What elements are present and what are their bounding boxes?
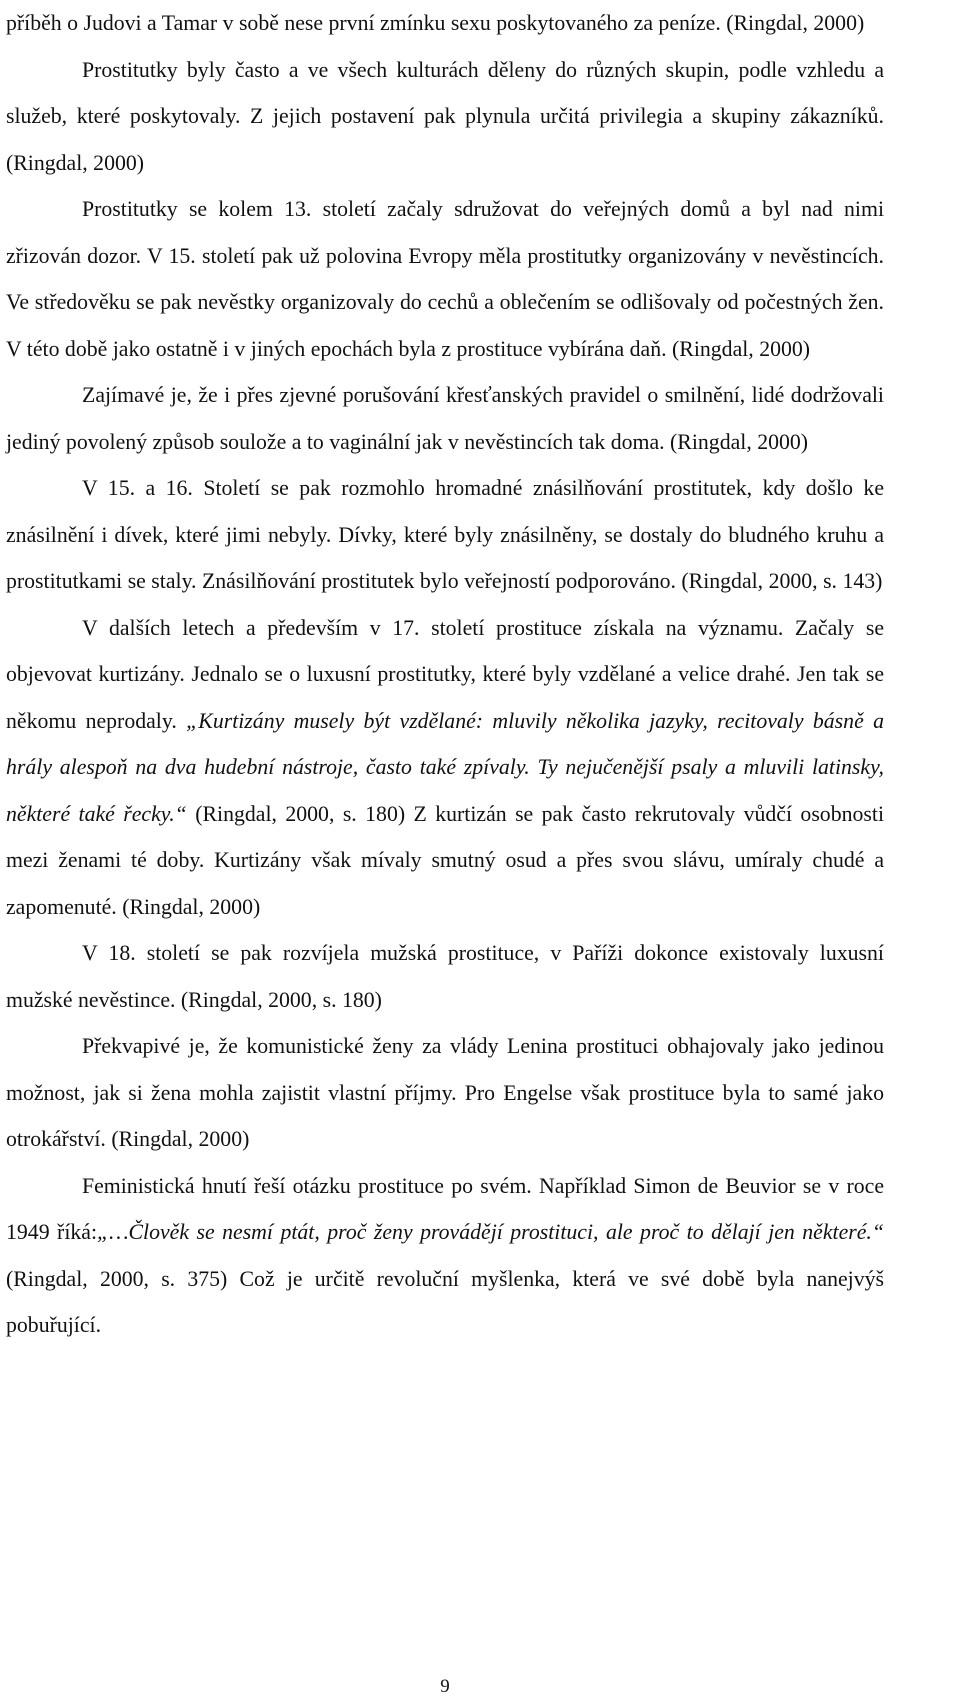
text-segment: V dalších letech a především v 17. století prostituce získala na významu. Začaly se objevovat kurtizány. Jednalo se o luxusní prostitutky, které byly vzdělané a velice drahé. Jen tak se někomu neprodaly. bbox=[6, 615, 884, 733]
text-segment: Feministická hnutí řeší otázku prostituce po svém. Například Simon de Beuvior se v roce 1949 říká: bbox=[6, 1173, 884, 1244]
text-segment: Prostitutky se kolem 13. století začaly sdružovat do veřejných domů a byl nad nimi zřizován dozor. V 15. století pak už polovina Evropy měla prostitutky organizovány v nevěstincích. Ve středověku se pak nevěstky organizovaly do cechů a oblečením se odlišovaly od počestných žen. V této době jako ostatně i v jiných epochách byla z prostituce vybírána daň. (Ringdal, 2000) bbox=[6, 197, 884, 361]
text-segment: Zajímavé je, že i přes zjevné porušování křesťanských pravidel o smilnění, lidé dodržovali jediný povolený způsob soulože a to vaginální jak v nevěstincích tak doma. (Ringdal, 2000) bbox=[6, 383, 884, 454]
paragraph bbox=[6, 186, 884, 372]
text-segment: Překvapivé je, že komunistické ženy za vlády Lenina prostituci obhajovaly jako jedinou možnost, jak si žena mohla zajistit vlastní příjmy. Pro Engelse však prostituce byla to samé jako otrokářství. (Ringdal, 2000) bbox=[6, 1034, 884, 1151]
text-segment: příběh o Judovi a Tamar v sobě nese první zmínku sexu poskytovaného za peníze. (Ringdal, 2000) bbox=[6, 11, 865, 35]
text-segment: (Ringdal, 2000, s. 375) Což je určitě revoluční myšlenka, která ve své době byla nanejvýš pobuřující. bbox=[6, 1266, 884, 1337]
text-segment: V 15. a 16. Století se pak rozmohlo hromadné znásilňování prostitutek, kdy došlo ke znásilnění i dívek, které jimi nebyly. Dívky, které byly znásilněny, se dostaly do bludného kruhu a prostitutkami se staly. Znásilňování prostitutek bylo veřejností podporováno. (Ringdal, 2000, s. 143) bbox=[6, 476, 884, 593]
paragraph bbox=[6, 930, 884, 1023]
paragraph bbox=[6, 47, 884, 187]
paragraph bbox=[6, 465, 884, 605]
paragraph bbox=[6, 1023, 884, 1163]
paragraph bbox=[6, 0, 884, 47]
paragraph bbox=[6, 1163, 884, 1349]
body-text bbox=[6, 0, 884, 1349]
italic-quote: „…Člověk se nesmí ptát, proč ženy provádějí prostituci, ale proč to dělají jen některé.“ bbox=[97, 1220, 884, 1244]
page-number: 9 bbox=[440, 1676, 450, 1697]
paragraph bbox=[6, 605, 884, 931]
text-segment: Prostitutky byly často a ve všech kulturách děleny do různých skupin, podle vzhledu a služeb, které poskytovaly. Z jejich postavení pak plynula určitá privilegia a skupiny zákazníků. (Ringdal, 2000) bbox=[6, 57, 884, 175]
paragraph bbox=[6, 372, 884, 465]
text-segment: V 18. století se pak rozvíjela mužská prostituce, v Paříži dokonce existovaly luxusní mužské nevěstince. (Ringdal, 2000, s. 180) bbox=[6, 941, 884, 1012]
italic-quote: „Kurtizány musely být vzdělané: mluvily několika jazyky, recitovaly básně a hrály alespoň na dva hudební nástroje, často také zpívaly. Ty nejučenější psaly a mluvili latinsky, některé také řecky.“ bbox=[6, 708, 885, 826]
text-segment: (Ringdal, 2000, s. 180) Z kurtizán se pak často rekrutovaly vůdčí osobnosti mezi ženami té doby. Kurtizány však mívaly smutný osud a přes svou slávu, umíraly chudé a zapomenuté. (Ringdal, 2000) bbox=[6, 801, 884, 919]
